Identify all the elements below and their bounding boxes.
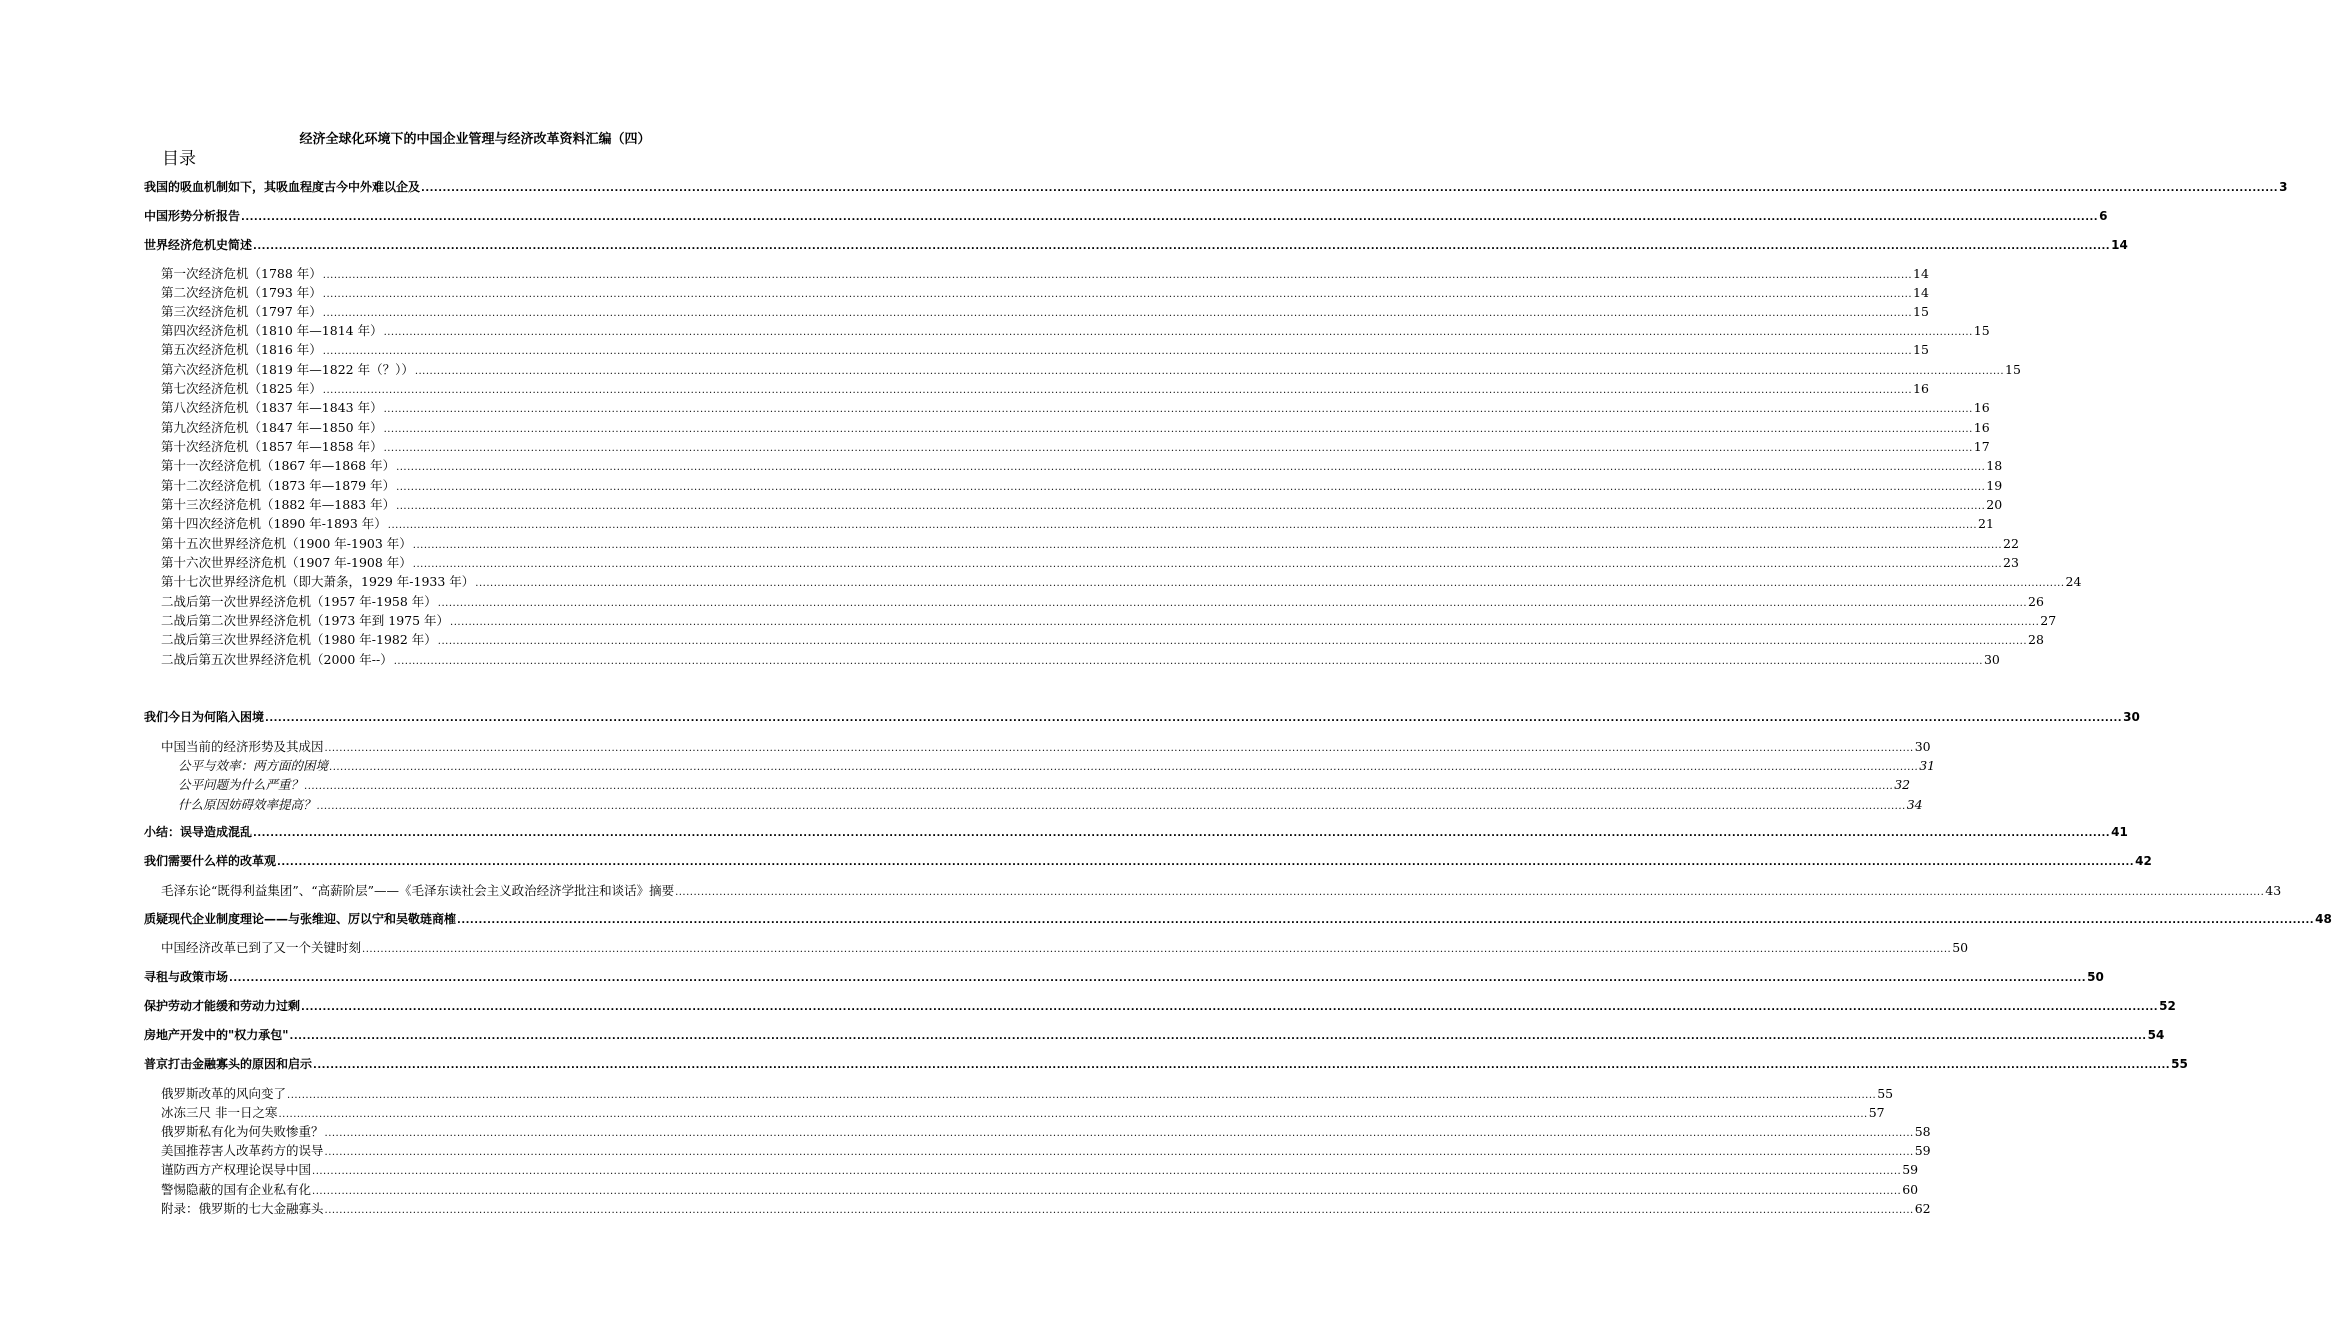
toc-entry-page-number: 23 (2003, 555, 2019, 570)
toc-entry-title: 世界经济危机史简述 (144, 238, 253, 252)
dot-leader (253, 237, 2110, 256)
toc-entry-title: 第四次经济危机（1810 年—1814 年） (161, 323, 383, 338)
toc-entry-page-number: 50 (2087, 970, 2104, 984)
toc-entry-title: 俄罗斯私有化为何失败惨重？ (161, 1124, 324, 1139)
dot-leader (475, 574, 2064, 593)
dot-leader (394, 652, 1983, 671)
toc-entry-page-number: 48 (2315, 912, 2332, 926)
toc-entry-page-number: 50 (1952, 940, 1969, 955)
toc-entry-title: 质疑现代企业制度理论——与张维迎、厉以宁和吴敬琏商榷 (144, 912, 457, 926)
dot-leader (313, 1056, 2170, 1075)
toc-entry-page-number: 15 (1913, 342, 1929, 357)
toc-entry-title: 什么原因妨碍效率提高？ (178, 797, 316, 812)
toc-entry-page-number: 24 (2065, 574, 2082, 589)
toc-entry-page-number: 15 (2005, 362, 2021, 377)
toc-entry[interactable] (0, 495, 2003, 514)
toc-entry-page-number: 43 (2265, 883, 2282, 898)
toc-entry-page-number: 55 (1877, 1086, 1894, 1101)
dot-leader (675, 883, 2264, 902)
toc-entry[interactable] (0, 236, 2128, 255)
dot-leader (323, 342, 1912, 361)
toc-entry-title: 第六次经济危机（1819 年—1822 年（？）） (161, 362, 414, 377)
toc-entry-page-number: 52 (2159, 999, 2176, 1013)
toc-entry-title: 第五次经济危机（1816 年） (161, 342, 322, 357)
toc-entry[interactable] (0, 592, 2044, 611)
dot-leader (438, 632, 2027, 651)
toc-entry-page-number: 16 (1973, 400, 1990, 415)
toc-entry-title: 第十一次经济危机（1867 年—1868 年） (161, 458, 396, 473)
toc-entry-page-number: 21 (1978, 516, 1994, 531)
toc-entry-title: 第十五次世界经济危机（1900 年-1903 年） (161, 536, 412, 551)
toc-entry-title: 第十四次经济危机（1890 年-1893 年） (161, 516, 387, 531)
toc-entry[interactable] (0, 775, 1911, 794)
toc-entry-page-number: 31 (1919, 758, 1936, 773)
toc-entry-title: 保护劳动才能缓和劳动力过剩 (144, 999, 301, 1013)
toc-entry-page-number: 16 (1973, 420, 1990, 435)
toc-entry[interactable] (0, 1199, 1931, 1218)
toc-entry-page-number: 14 (1913, 266, 1929, 281)
dot-leader (457, 911, 2314, 930)
toc-entry[interactable] (0, 321, 1990, 340)
toc-entry-page-number: 28 (2028, 632, 2044, 647)
toc-entry[interactable] (0, 418, 1990, 437)
toc-entry[interactable] (0, 1122, 1931, 1141)
toc-entry-title: 我们需要什么样的改革观 (144, 854, 277, 868)
toc-entry[interactable] (0, 910, 2332, 929)
toc-entry-page-number: 62 (1914, 1201, 1931, 1216)
toc-entry[interactable] (0, 1026, 2165, 1045)
toc-entry[interactable] (0, 456, 2003, 475)
toc-entry[interactable] (0, 737, 1931, 756)
toc-entry-page-number: 14 (1913, 285, 1929, 300)
dot-leader (304, 777, 1893, 796)
toc-entry-title: 普京打击金融寡头的原因和启示 (144, 1057, 313, 1071)
dot-leader (312, 1162, 1901, 1181)
toc-entry[interactable] (0, 756, 1936, 775)
dot-leader (317, 797, 1906, 816)
toc-entry[interactable] (0, 476, 2003, 495)
toc-entry-title: 第十次经济危机（1857 年—1858 年） (161, 439, 383, 454)
dot-leader (362, 940, 1951, 959)
dot-leader (253, 824, 2110, 843)
toc-entry-page-number: 19 (1986, 478, 2003, 493)
toc-entry-title: 小结：误导造成混乱 (144, 825, 253, 839)
toc-entry-title: 二战后第三次世界经济危机（1980 年-1982 年） (161, 632, 437, 647)
toc-entry[interactable] (0, 1103, 1885, 1122)
toc-entry[interactable] (0, 1180, 1919, 1199)
toc-entry-page-number: 54 (2147, 1028, 2165, 1042)
toc-entry-page-number: 59 (1914, 1143, 1931, 1158)
toc-entry-page-number: 59 (1902, 1162, 1919, 1177)
toc-entry[interactable] (0, 881, 2282, 900)
toc-entry-title: 冰冻三尺 非一日之寒 (161, 1105, 278, 1120)
toc-entry-title: 第十三次经济危机（1882 年—1883 年） (161, 497, 396, 512)
toc-entry[interactable] (0, 1084, 1894, 1103)
toc-entry[interactable] (0, 938, 1969, 957)
toc-entry[interactable] (0, 650, 2000, 669)
toc-entry[interactable] (0, 534, 2019, 553)
toc-entry-title: 第九次经济危机（1847 年—1850 年） (161, 420, 383, 435)
toc-entry[interactable] (0, 852, 2152, 871)
dot-leader (229, 969, 2086, 988)
toc-entry-page-number: 27 (2040, 613, 2057, 628)
toc-entry-page-number: 6 (2099, 209, 2108, 223)
toc-entry-title: 二战后第二次世界经济危机（1973 年到 1975 年） (161, 613, 450, 628)
toc-entry-title: 第一次经济危机（1788 年） (161, 266, 322, 281)
toc-entry-page-number: 20 (1986, 497, 2003, 512)
toc-entry[interactable] (0, 997, 2176, 1016)
toc-entry-title: 第二次经济危机（1793 年） (161, 285, 322, 300)
toc-entry[interactable] (0, 283, 1929, 302)
toc-entry-title: 中国形势分析报告 (144, 209, 241, 223)
toc-entry[interactable] (0, 264, 1929, 283)
toc-entry-page-number: 26 (2028, 594, 2044, 609)
toc-entry-title: 中国经济改革已到了又一个关键时刻 (161, 940, 362, 955)
toc-entry-title: 第十七次世界经济危机（即大萧条，1929 年-1933 年） (161, 574, 475, 589)
dot-leader (277, 853, 2134, 872)
toc-entry-title: 第七次经济危机（1825 年） (161, 381, 322, 396)
dot-leader (290, 1027, 2147, 1046)
toc-entry-page-number: 15 (1973, 323, 1990, 338)
dot-leader (396, 458, 1985, 477)
toc-entry-page-number: 3 (2279, 180, 2288, 194)
toc-entry-title: 公平与效率：两方面的困境 (178, 758, 329, 773)
toc-entry-page-number: 14 (2111, 238, 2128, 252)
toc-entry-page-number: 41 (2111, 825, 2128, 839)
toc-entry[interactable] (0, 360, 2021, 379)
toc-entry-title: 二战后第一次世界经济危机（1957 年-1958 年） (161, 594, 437, 609)
toc-entry[interactable] (0, 1141, 1931, 1160)
toc-entry-title: 警惕隐蔽的国有企业私有化 (161, 1182, 312, 1197)
toc-entry-page-number: 58 (1914, 1124, 1931, 1139)
toc-entry[interactable] (0, 437, 1990, 456)
toc-entry-page-number: 30 (1914, 739, 1931, 754)
toc-entry[interactable] (0, 553, 2019, 572)
toc-entry-title: 寻租与政策市场 (144, 970, 229, 984)
toc-entry[interactable] (0, 379, 1929, 398)
toc-entry-page-number: 16 (1913, 381, 1929, 396)
toc-entry-page-number: 32 (1894, 777, 1911, 792)
dot-leader (421, 179, 2278, 198)
toc-entry-title: 附录：俄罗斯的七大金融寡头 (161, 1201, 324, 1216)
dot-leader (241, 208, 2098, 227)
toc-entry-page-number: 34 (1906, 797, 1923, 812)
toc-entry-page-number: 30 (1983, 652, 2000, 667)
toc-entry-title: 谨防西方产权理论误导中国 (161, 1162, 312, 1177)
dot-leader (301, 998, 2158, 1017)
toc-entry[interactable] (0, 823, 2128, 842)
toc-entry-page-number: 17 (1973, 439, 1990, 454)
toc-entry[interactable] (0, 302, 1929, 321)
toc-entry-page-number: 15 (1913, 304, 1929, 319)
toc-entry[interactable] (0, 178, 2288, 197)
toc-entry-title: 第十二次经济危机（1873 年—1879 年） (161, 478, 396, 493)
toc-entry-page-number: 42 (2135, 854, 2152, 868)
toc-heading: 目录 (162, 149, 196, 169)
toc-entry-title: 我国的吸血机制如下，其吸血程度古今中外难以企及 (144, 180, 421, 194)
toc-entry-page-number: 60 (1902, 1182, 1919, 1197)
toc-entry[interactable] (0, 1055, 2188, 1074)
toc-entry-title: 美国推荐害人改革药方的误导 (161, 1143, 324, 1158)
toc-entry[interactable] (0, 968, 2104, 987)
toc-entry[interactable] (0, 1160, 1919, 1179)
toc-entry[interactable] (0, 514, 1994, 533)
toc-entry-title: 我们今日为何陷入困境 (144, 710, 265, 724)
dot-leader (388, 516, 1977, 535)
toc-entry[interactable] (0, 572, 2082, 591)
toc-entry-title: 二战后第五次世界经济危机（2000 年--） (161, 652, 393, 667)
toc-entry[interactable] (0, 795, 1923, 814)
dot-leader (265, 709, 2122, 728)
toc-entry-title: 俄罗斯改革的风向变了 (161, 1086, 287, 1101)
toc-entry-title: 中国当前的经济形势及其成因 (161, 739, 324, 754)
toc-entry-page-number: 22 (2003, 536, 2019, 551)
toc-entry[interactable] (0, 611, 2057, 630)
toc-entry-title: 第十六次世界经济危机（1907 年-1908 年） (161, 555, 412, 570)
toc-entry-page-number: 55 (2171, 1057, 2188, 1071)
toc-entry-title: 公平问题为什么严重？ (178, 777, 304, 792)
toc-entry-page-number: 18 (1986, 458, 2003, 473)
toc-entry-page-number: 57 (1868, 1105, 1885, 1120)
toc-entry-page-number: 30 (2123, 710, 2140, 724)
toc-entry-title: 毛泽东论“既得利益集团”、“高薪阶层”——《毛泽东读社会主义政治经济学批注和谈话》摘要 (161, 883, 675, 898)
document-title: 经济全球化环境下的中国企业管理与经济改革资料汇编（四） (299, 132, 651, 147)
toc-entry-title: 房地产开发中的"权力承包" (144, 1028, 289, 1042)
toc-entry-title: 第三次经济危机（1797 年） (161, 304, 322, 319)
dot-leader (325, 1201, 1914, 1220)
toc-entry[interactable] (0, 398, 1990, 417)
toc-entry[interactable] (0, 340, 1929, 359)
toc-entry[interactable] (0, 708, 2140, 727)
toc-entry[interactable] (0, 630, 2044, 649)
toc-entry-title: 第八次经济危机（1837 年—1843 年） (161, 400, 383, 415)
toc-entry[interactable] (0, 207, 2108, 226)
dot-leader (384, 400, 1973, 419)
